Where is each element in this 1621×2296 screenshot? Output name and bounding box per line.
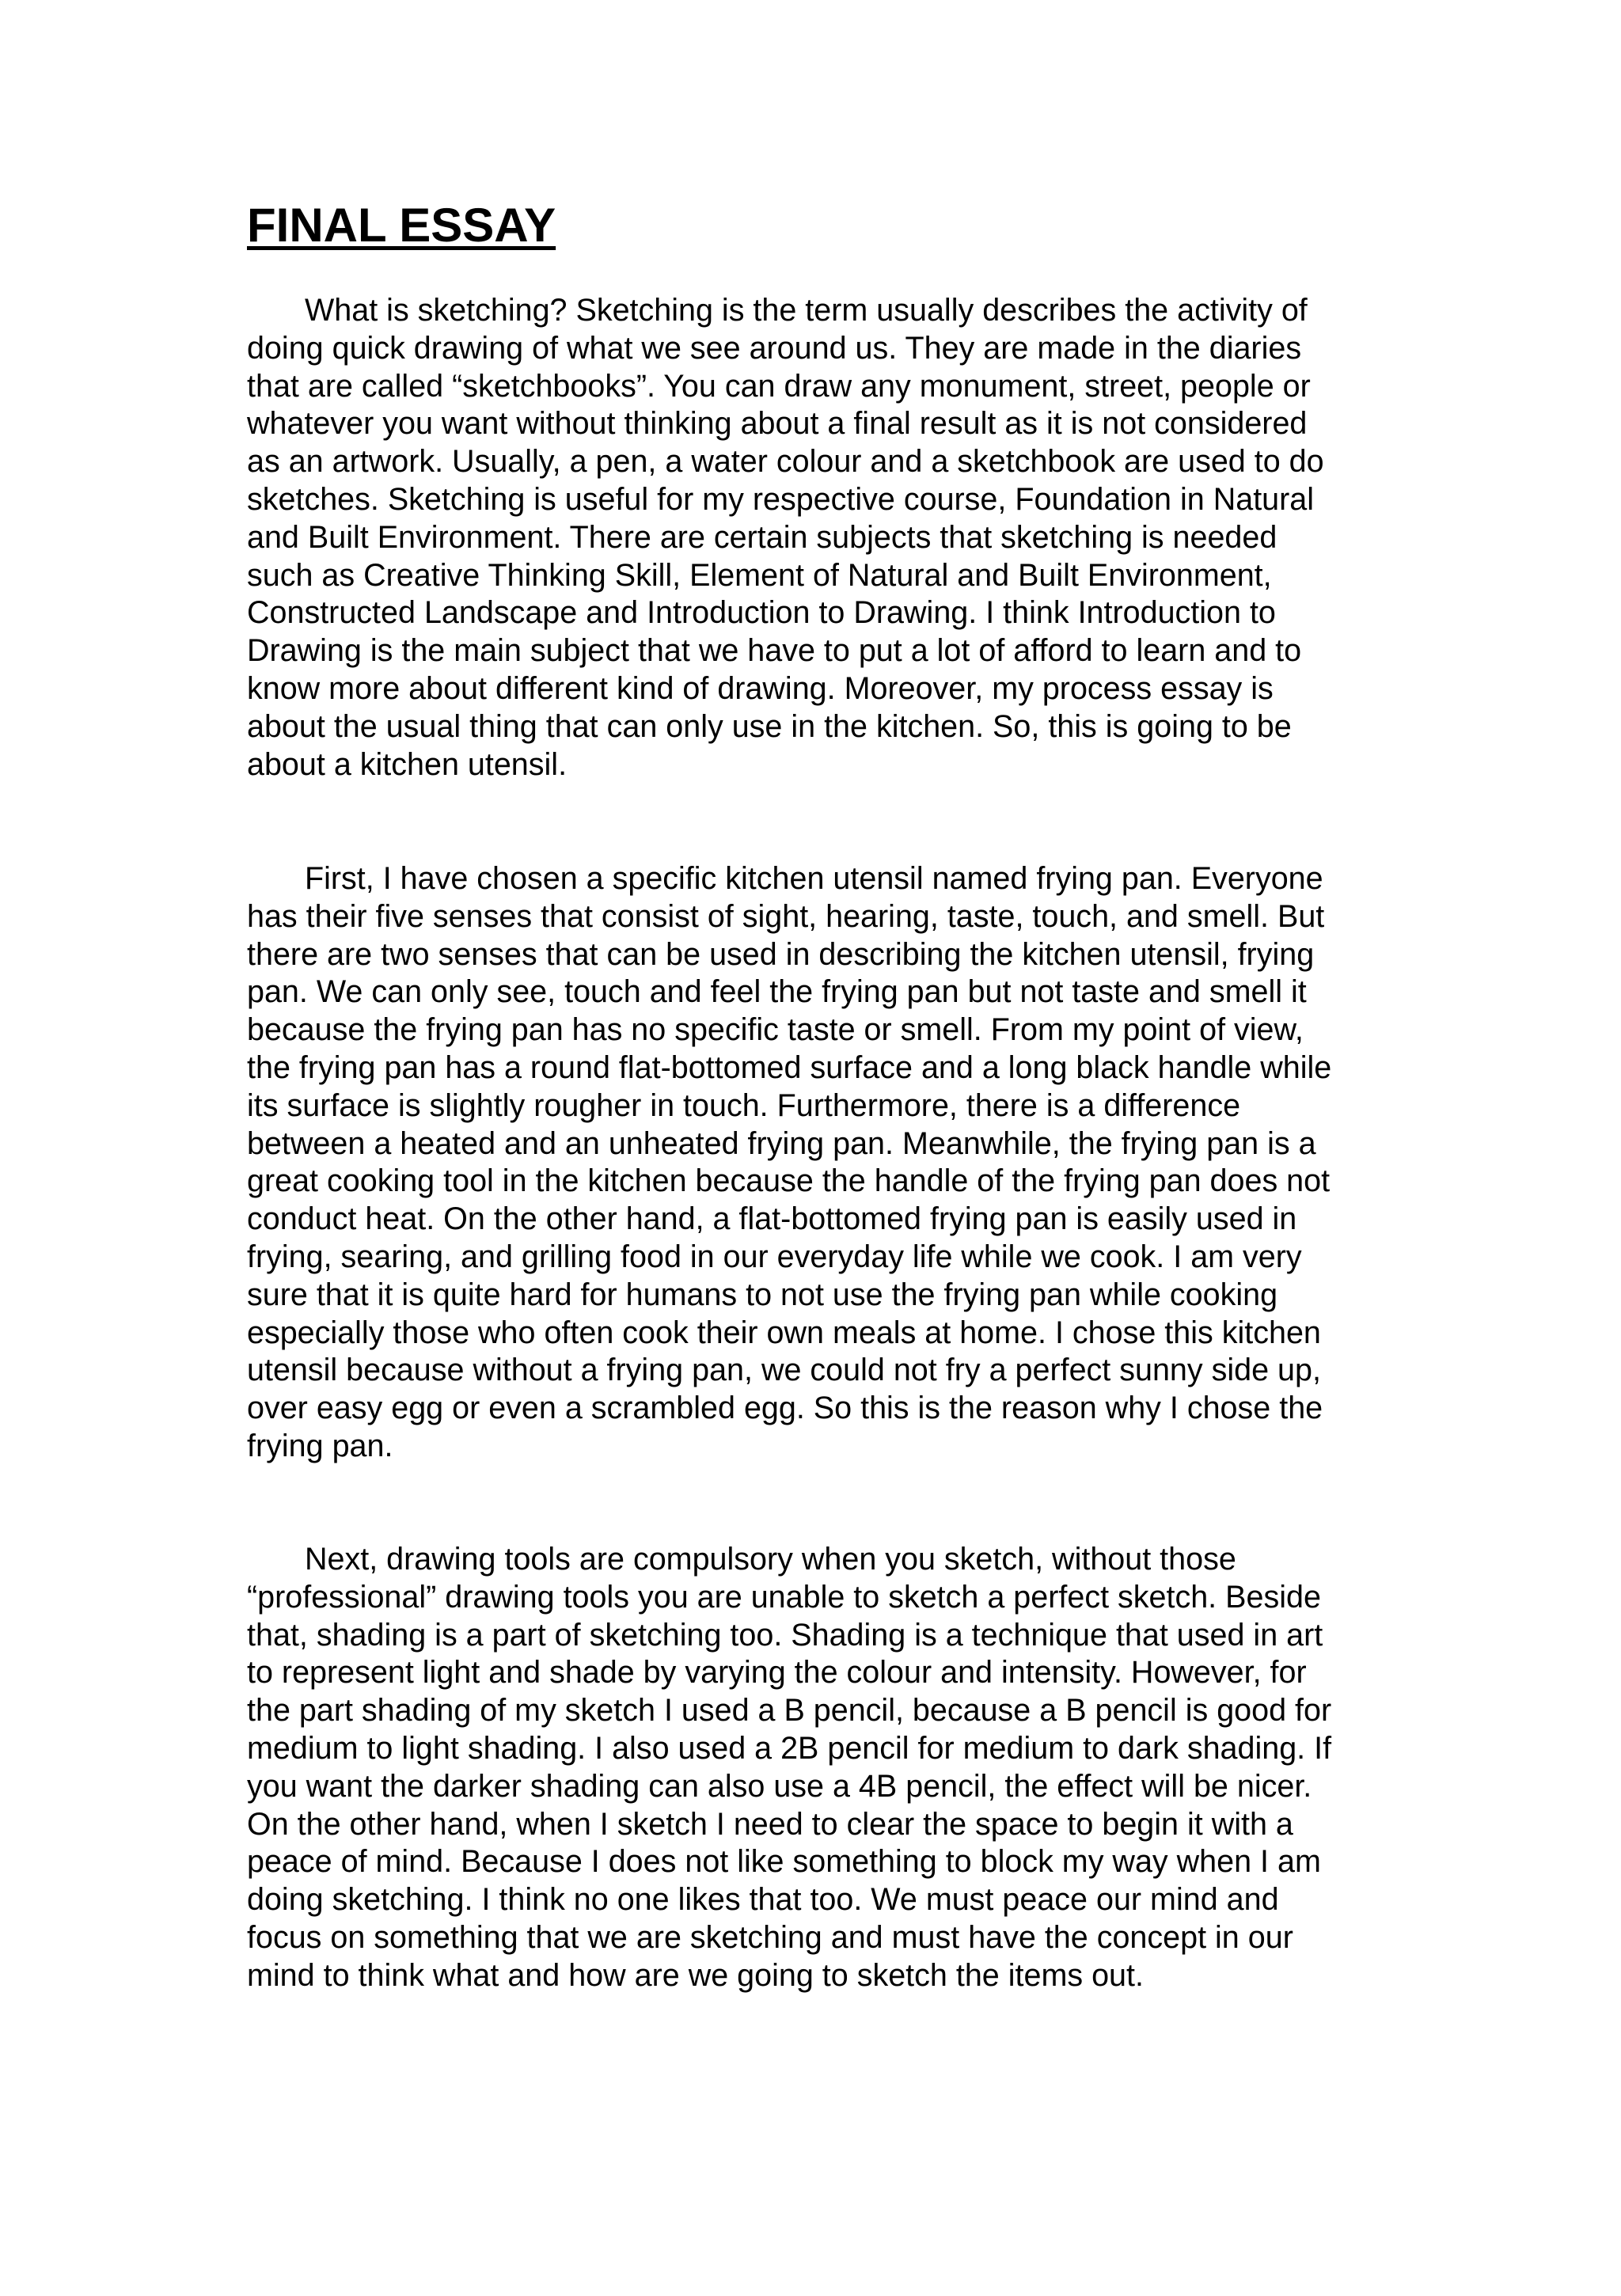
paragraph-line: its surface is slightly rougher in touch. Furthermore, there is a difference — [247, 1087, 1241, 1123]
paragraph-line: focus on something that we are sketching and must have the concept in our — [247, 1919, 1293, 1955]
paragraph-line: because the frying pan has no specific taste or smell. From my point of view, — [247, 1012, 1304, 1048]
paragraph-line: mind to think what and how are we going to sketch the items out. — [247, 1957, 1144, 1993]
paragraph-drawing-tools — [247, 1541, 1403, 1995]
paragraph-line: What is sketching? Sketching is the term usually describes the activity of — [305, 293, 1308, 328]
paragraph-line: as an artwork. Usually, a pen, a water colour and a sketchbook are used to do — [247, 444, 1324, 480]
paragraph-line: Next, drawing tools are compulsory when you sketch, without those — [305, 1542, 1236, 1577]
paragraph-line: medium to light shading. I also used a 2B pencil for medium to dark shading. If — [247, 1730, 1332, 1766]
paragraph-line: has their five senses that consist of sight, hearing, taste, touch, and smell. But — [247, 898, 1325, 934]
paragraph-line: about the usual thing that can only use in the kitchen. So, this is going to be — [247, 708, 1292, 744]
paragraph-line: conduct heat. On the other hand, a flat-bottomed frying pan is easily used in — [247, 1201, 1297, 1237]
paragraph-frying-pan — [247, 860, 1403, 1466]
paragraph-line: the part shading of my sketch I used a B pencil, because a B pencil is good for — [247, 1693, 1332, 1729]
paragraph-line: that are called “sketchbooks”. You can draw any monument, street, people or — [247, 368, 1311, 404]
paragraph-line: peace of mind. Because I does not like something to block my way when I am — [247, 1844, 1321, 1880]
paragraph-line: frying, searing, and grilling food in our everyday life while we cook. I am very — [247, 1239, 1302, 1274]
paragraph-introduction — [247, 292, 1403, 784]
paragraph-line: frying pan. — [247, 1428, 393, 1463]
paragraph-line: Drawing is the main subject that we have to put a lot of afford to learn and to — [247, 633, 1302, 669]
paragraph-line: about a kitchen utensil. — [247, 746, 568, 782]
paragraph-line: First, I have chosen a specific kitchen utensil named frying pan. Everyone — [305, 861, 1323, 896]
paragraph-line: utensil because without a frying pan, we could not fry a perfect sunny side up, — [247, 1353, 1321, 1388]
paragraph-line: great cooking tool in the kitchen because the handle of the frying pan does not — [247, 1163, 1331, 1199]
paragraph-line: there are two senses that can be used in describing the kitchen utensil, frying — [247, 936, 1315, 972]
paragraph-line: doing sketching. I think no one likes that too. We must peace our mind and — [247, 1882, 1279, 1918]
paragraph-line: sure that it is quite hard for humans to not use the frying pan while cooking — [247, 1277, 1278, 1312]
paragraph-line: sketches. Sketching is useful for my respective course, Foundation in Natural — [247, 481, 1315, 517]
paragraph-line: doing quick drawing of what we see around us. They are made in the diaries — [247, 330, 1302, 366]
paragraph-line: you want the darker shading can also use a 4B pencil, the effect will be nicer. — [247, 1768, 1312, 1804]
paragraph-line: On the other hand, when I sketch I need to clear the space to begin it with a — [247, 1806, 1293, 1842]
paragraph-line: whatever you want without thinking about a final result as it is not considered — [247, 406, 1308, 442]
paragraph-line: and Built Environment. There are certain subjects that sketching is needed — [247, 519, 1277, 555]
paragraph-line: between a heated and an unheated frying pan. Meanwhile, the frying pan is a — [247, 1125, 1316, 1161]
paragraph-line: pan. We can only see, touch and feel the frying pan but not taste and smell it — [247, 974, 1307, 1010]
paragraph-line: such as Creative Thinking Skill, Element of Natural and Built Environment, — [247, 557, 1272, 593]
paragraph-line: know more about different kind of drawing. Moreover, my process essay is — [247, 670, 1274, 706]
paragraph-line: the frying pan has a round flat-bottomed surface and a long black handle while — [247, 1049, 1332, 1085]
page-title: FINAL ESSAY — [247, 199, 556, 252]
paragraph-line: “professional” drawing tools you are unable to sketch a perfect sketch. Beside — [247, 1579, 1321, 1615]
paragraph-line: Constructed Landscape and Introduction to Drawing. I think Introduction to — [247, 595, 1276, 631]
paragraph-line: that, shading is a part of sketching too. Shading is a technique that used in art — [247, 1617, 1323, 1653]
paragraph-line: to represent light and shade by varying the colour and intensity. However, for — [247, 1655, 1307, 1691]
paragraph-line: over easy egg or even a scrambled egg. So this is the reason why I chose the — [247, 1391, 1323, 1426]
paragraph-line: especially those who often cook their own meals at home. I chose this kitchen — [247, 1315, 1321, 1350]
